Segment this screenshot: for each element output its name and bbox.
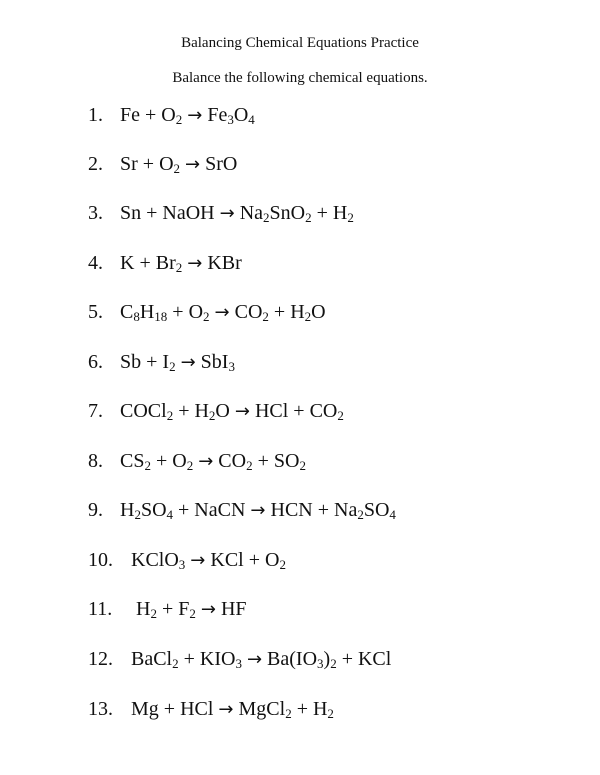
equation-row [0, 149, 600, 179]
worksheet-instruction: Balance the following chemical equations. [172, 70, 428, 86]
equation-text: Mg + HCl → MgCl$_2$ + $H_2$ [131, 698, 334, 721]
equation-text: KClO$_3$ → KCl + $O_2$ [131, 549, 286, 572]
equation-number: 5. [88, 301, 103, 323]
equation-text: COCl$_2$ + $H_2O$ → HCl + $CO_2$ [120, 400, 344, 423]
worksheet-title: Balancing Chemical Equations Practice [181, 35, 419, 51]
equation-number: 11. [88, 598, 113, 620]
equation-number: 7. [88, 400, 103, 422]
equation-row [0, 594, 600, 624]
equation-number: 2. [88, 153, 103, 175]
equation-text: Sn + NaOH → $Na_2SnO_2 + H_2$ [120, 202, 354, 225]
equation-text: $H_2 + F_2$ → HF [136, 598, 247, 621]
equation-text: BaCl$_2$ + $KIO_3 \to Ba(IO_3)_2$ + KCl [131, 648, 392, 671]
equation-row [0, 446, 600, 476]
equation-text: $K + Br_2$ → KBr [120, 252, 242, 275]
equation-row [0, 545, 600, 575]
equation-number: 12. [88, 648, 113, 670]
equation-row [0, 495, 600, 525]
equation-row [0, 694, 600, 724]
equation-row [0, 644, 600, 674]
equation-text: $Fe + O_2 \to Fe_3O_4$ [120, 104, 255, 127]
equation-text: $C_8H_{18} + O_2 \to CO_2 + H_2O$ [120, 301, 326, 324]
equation-row [0, 297, 600, 327]
equation-text: $H_2SO_4$ + NaCN → HCN + $Na_2SO_4$ [120, 499, 396, 522]
equation-text: $Sr + O_2$ → SrO [120, 153, 238, 176]
equation-row [0, 396, 600, 426]
equation-number: 9. [88, 499, 103, 521]
equation-text: $Sb + I_2 \to SbI_3$ [120, 351, 235, 374]
equation-number: 1. [88, 104, 103, 126]
equation-number: 8. [88, 450, 103, 472]
equation-row [0, 347, 600, 377]
equation-row [0, 198, 600, 228]
equation-number: 3. [88, 202, 103, 224]
equation-number: 10. [88, 549, 113, 571]
equation-number: 6. [88, 351, 103, 373]
equation-row [0, 100, 600, 130]
equation-number: 4. [88, 252, 103, 274]
equation-number: 13. [88, 698, 113, 720]
equation-row [0, 248, 600, 278]
equation-text: $CS_2 + O_2 \to CO_2 + SO_2$ [120, 450, 306, 473]
